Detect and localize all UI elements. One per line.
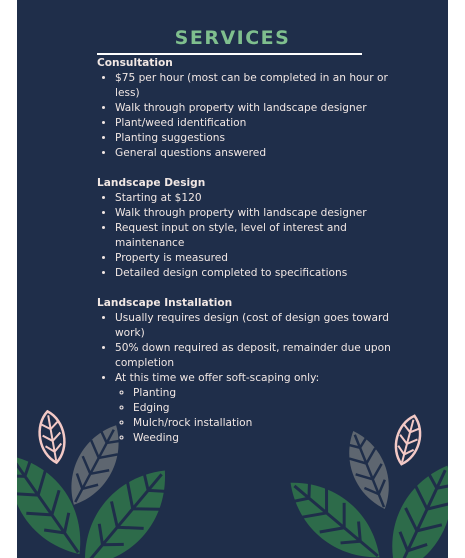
list-item: • Detailed design completed to specifications	[115, 266, 397, 281]
section-heading-landscape-design: Landscape Design	[97, 177, 206, 189]
pink-leaf-icon	[36, 409, 69, 464]
pink-leaf-icon	[391, 413, 426, 467]
list-item: • Plant/weed identification	[115, 116, 397, 131]
list-item: • Walk through property with landscape designer	[115, 101, 397, 116]
list-item: • Planting suggestions	[115, 131, 397, 146]
list-item: • Request input on style, level of interest and maintenance	[115, 221, 397, 251]
list-item: • $75 per hour (most can be completed in an hour or less)	[115, 71, 397, 101]
section-heading-consultation: Consultation	[97, 57, 173, 69]
list-item: • Starting at $120	[115, 191, 397, 206]
list-item: • Property is measured	[115, 251, 397, 266]
decorative-leaves	[17, 0, 448, 558]
list-item-text: At this time we offer soft-scaping only:	[115, 372, 320, 384]
section-heading-landscape-installation: Landscape Installation	[97, 297, 233, 309]
sub-list-item: ◦ Edging	[133, 401, 397, 416]
list-item: • General questions answered	[115, 146, 397, 161]
page-title: SERVICES	[174, 27, 291, 49]
sub-list-item: ◦ Mulch/rock installation	[133, 416, 397, 431]
list-item: • 50% down required as deposit, remainder due upon completion	[115, 341, 397, 371]
list-item: • Walk through property with landscape designer	[115, 206, 397, 221]
sub-list-item: ◦ Weeding	[133, 431, 397, 446]
services-card	[17, 0, 448, 558]
sub-list-item: ◦ Planting	[133, 386, 397, 401]
list-item: • Usually requires design (cost of design goes toward work)	[115, 311, 397, 341]
